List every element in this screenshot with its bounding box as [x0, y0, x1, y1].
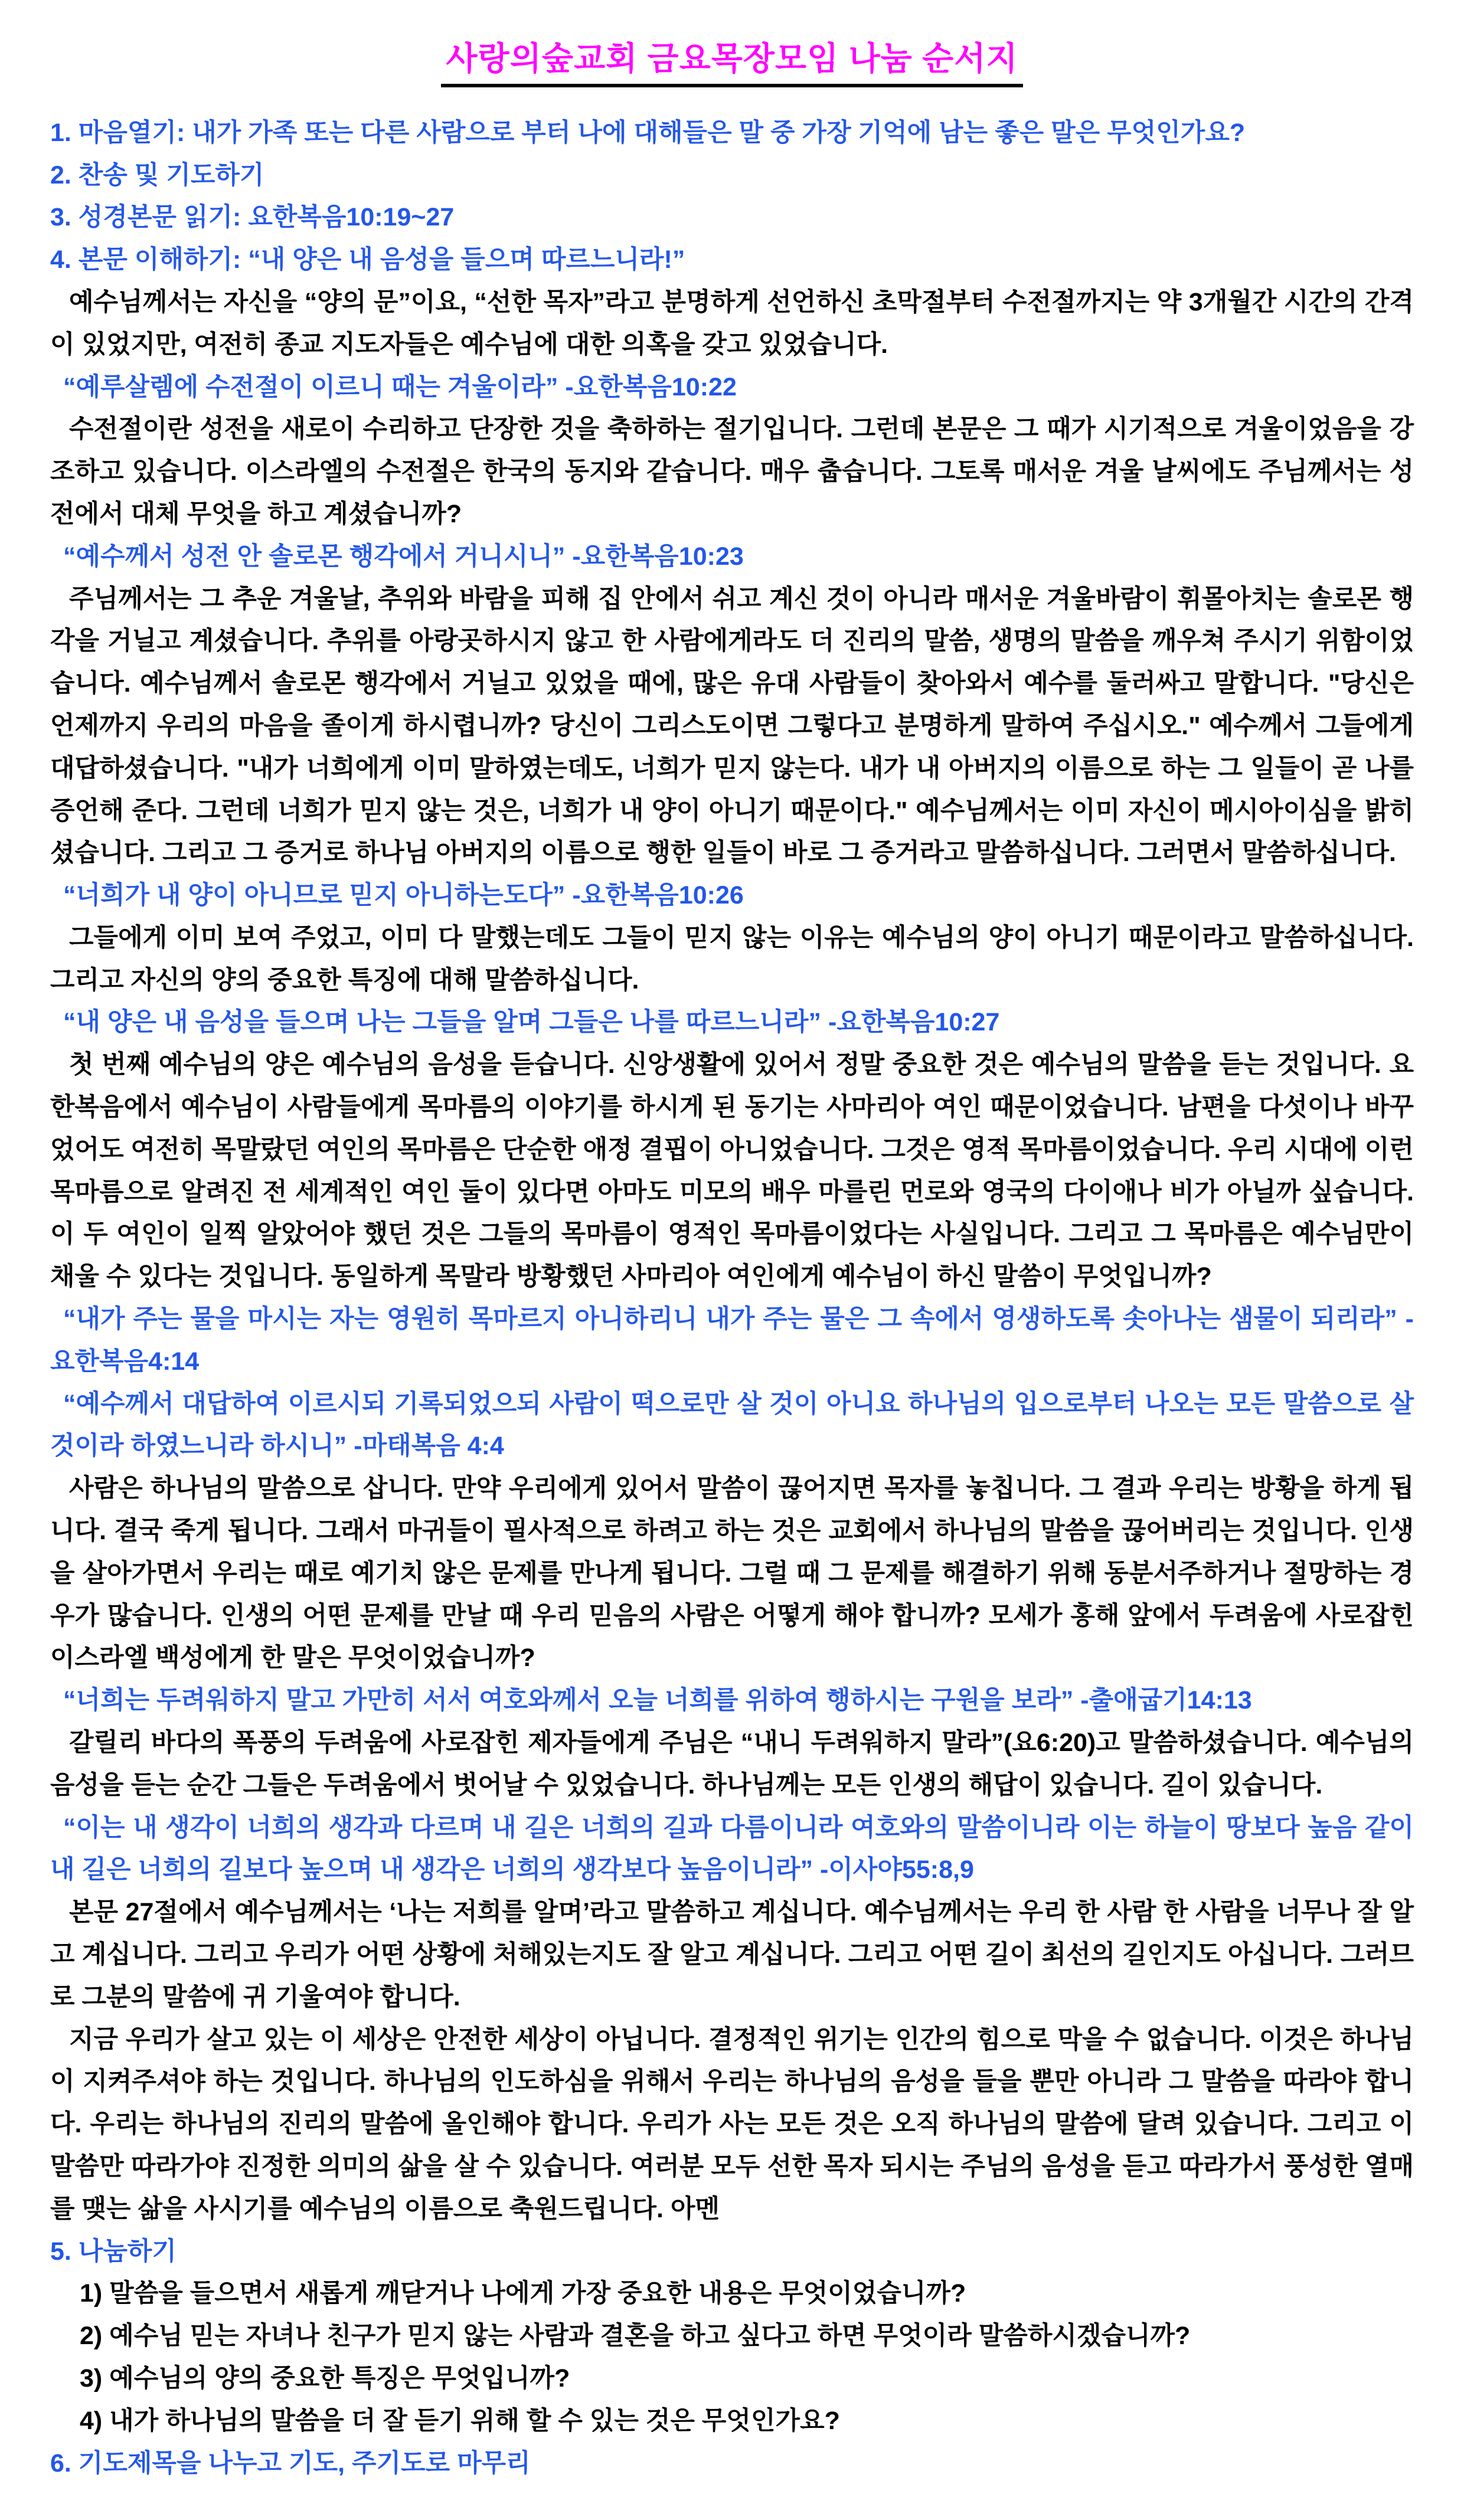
section-heading: 4. 본문 이해하기: “내 양은 내 음성을 들으며 따르느니라!” — [50, 246, 685, 274]
scripture-verse: “너희는 두려워하지 말고 가만히 서서 여호와께서 오늘 너희를 위하여 행하시는 구원을 보라” -출애굽기14:13 — [63, 1686, 1252, 1715]
section-heading: 6. 기도제목을 나누고 기도, 주기도로 마무리 — [50, 2449, 531, 2478]
body-paragraph: 갈릴리 바다의 폭풍의 두려움에 사로잡힌 제자들에게 주님은 “내니 두려워하지 말라”(요6:20)고 말씀하셨습니다. 예수님의 음성을 듣는 순간 그들은 두려움에서 벗어날 수 있었습니다. 하나님께는 모든 인생의 해답이 있습니다. 길이 있습니다. — [50, 1729, 1414, 1799]
scripture-verse: “내가 주는 물을 마시는 자는 영원히 목마르지 아니하리니 내가 주는 물은 그 속에서 영생하도록 솟아나는 샘물이 되리라” -요한복음4:14 — [50, 1305, 1414, 1376]
section-heading: 2. 찬송 및 기도하기 — [50, 161, 264, 189]
scripture-verse: “이는 내 생각이 너희의 생각과 다르며 내 길은 너희의 길과 다름이니라 여호와의 말씀이니라 이는 하늘이 땅보다 높음 같이 내 길은 너희의 길보다 높으며 내 생각은 너희의 생각보다 높음이니라” -이사야55:8,9 — [50, 1813, 1414, 1884]
scripture-verse: “내 양은 내 음성을 들으며 나는 그들을 알며 그들은 나를 따르느니라” -요한복음10:27 — [63, 1008, 1000, 1037]
document-header — [50, 38, 1414, 87]
body-paragraph: 그들에게 이미 보여 주었고, 이미 다 말했는데도 그들이 믿지 않는 이유는 예수님의 양이 아니기 때문이라고 말씀하십니다. 그리고 자신의 양의 중요한 특징에 대해 말씀하십니다. — [50, 923, 1414, 994]
body-paragraph: 수전절이란 성전을 새로이 수리하고 단장한 것을 축하하는 절기입니다. 그런데 본문은 그 때가 시기적으로 겨울이었음을 강조하고 있습니다. 이스라엘의 수전절은 한국의 동지와 같습니다. 매우 춥습니다. 그토록 매서운 겨울 날씨에도 주님께서는 성전에서 대체 무엇을 하고 계셨습니까? — [50, 415, 1414, 528]
discussion-question: 4) 내가 하나님의 말씀을 더 잘 듣기 위해 할 수 있는 것은 무엇인가요? — [80, 2406, 840, 2435]
body-paragraph: 첫 번째 예수님의 양은 예수님의 음성을 듣습니다. 신앙생활에 있어서 정말 중요한 것은 예수님의 말씀을 듣는 것입니다. 요한복음에서 예수님이 사람들에게 목마름의 이야기를 하시게 된 동기는 사마리아 여인 때문이었습니다. 남편을 다섯이나 바꾸었어도 여전히 목말랐던 여인의 목마름은 단순한 애정 결핍이 아니었습니다. 그것은 영적 목마름이었습니다. 우리 시대에 이런 목마름으로 알려진 전 세계적인 여인 둘이 있다면 아마도 미모의 배우 마를린 먼로와 영국의 다이애나 비가 아닐까 싶습니다. 이 두 여인이 일찍 알았어야 했던 것은 그들의 목마름이 영적인 목마름이었다는 사실입니다. 그리고 그 목마름은 예수님만이 채울 수 있다는 것입니다. 동일하게 목말라 방황했던 사마리아 여인에게 예수님이 하신 말씀이 무엇입니까? — [50, 1050, 1414, 1291]
scripture-verse: “너희가 내 양이 아니므로 믿지 아니하는도다” -요한복음10:26 — [63, 881, 744, 910]
section-heading: 1. 마음열기: 내가 가족 또는 다른 사람으로 부터 나에 대해들은 말 중 가장 기억에 남는 좋은 말은 무엇인가요? — [50, 118, 1246, 147]
scripture-verse: “예수께서 성전 안 솔로몬 행각에서 거니시니” -요한복음10:23 — [63, 542, 744, 571]
scripture-verse: “예수께서 대답하여 이르시되 기록되었으되 사람이 떡으로만 살 것이 아니요 하나님의 입으로부터 나오는 모든 말씀으로 살 것이라 하였느니라 하시니” -마태복음 4:4 — [50, 1389, 1414, 1461]
discussion-question: 3) 예수님의 양의 중요한 특징은 무엇입니까? — [80, 2364, 570, 2393]
discussion-question: 1) 말씀을 들으면서 새롭게 깨닫거나 나에게 가장 중요한 내용은 무엇이었습니까? — [80, 2279, 966, 2308]
document-body — [50, 112, 1414, 2485]
section-heading: 3. 성경본문 읽기: 요한복음10:19~27 — [50, 203, 455, 232]
body-paragraph: 지금 우리가 살고 있는 이 세상은 안전한 세상이 아닙니다. 결정적인 위기는 인간의 힘으로 막을 수 없습니다. 이것은 하나님이 지켜주셔야 하는 것입니다. 하나님의 인도하심을 위해서 우리는 하나님의 음성을 들을 뿐만 아니라 그 말씀을 따라야 합니다. 우리는 하나님의 진리의 말씀에 올인해야 합니다. 우리가 사는 모든 것은 오직 하나님의 말씀에 달려 있습니다. 그리고 이 말씀만 따라가야 진정한 의미의 삶을 살 수 있습니다. 여러분 모두 선한 목자 되시는 주님의 음성을 듣고 따라가서 풍성한 열매를 맺는 삶을 사시기를 예수님의 이름으로 축원드립니다. 아멘 — [50, 2025, 1414, 2223]
body-paragraph: 사람은 하나님의 말씀으로 삽니다. 만약 우리에게 있어서 말씀이 끊어지면 목자를 놓칩니다. 그 결과 우리는 방황을 하게 됩니다. 결국 죽게 됩니다. 그래서 마귀들이 필사적으로 하려고 하는 것은 교회에서 하나님의 말씀을 끊어버리는 것입니다. 인생을 살아가면서 우리는 때로 예기치 않은 문제를 만나게 됩니다. 그럴 때 그 문제를 해결하기 위해 동분서주하거나 절망하는 경우가 많습니다. 인생의 어떤 문제를 만날 때 우리 믿음의 사람은 어떻게 해야 합니까? 모세가 홍해 앞에서 두려움에 사로잡힌 이스라엘 백성에게 한 말은 무엇이었습니까? — [50, 1474, 1414, 1673]
discussion-question: 2) 예수님 믿는 자녀나 친구가 믿지 않는 사람과 결혼을 하고 싶다고 하면 무엇이라 말씀하시겠습니까? — [80, 2322, 1191, 2351]
body-paragraph: 주님께서는 그 추운 겨울날, 추위와 바람을 피해 집 안에서 쉬고 계신 것이 아니라 매서운 겨울바람이 휘몰아치는 솔로몬 행각을 거닐고 계셨습니다. 추위를 아랑곳하시지 않고 한 사람에게라도 더 진리의 말씀, 생명의 말씀을 깨우쳐 주시기 위함이었습니다. 예수님께서 솔로몬 행각에서 거닐고 있었을 때에, 많은 유대 사람들이 찾아와서 예수를 둘러싸고 말합니다. "당신은 언제까지 우리의 마음을 졸이게 하시렵니까? 당신이 그리스도이면 그렇다고 분명하게 말하여 주십시오." 예수께서 그들에게 대답하셨습니다. "내가 너희에게 이미 말하였는데도, 너희가 믿지 않는다. 내가 내 아버지의 이름으로 하는 그 일들이 곧 나를 증언해 준다. 그런데 너희가 믿지 않는 것은, 너희가 내 양이 아니기 때문이다." 예수님께서는 이미 자신이 메시아이심을 밝히셨습니다. 그리고 그 증거로 하나님 아버지의 이름으로 행한 일들이 바로 그 증거라고 말씀하십니다. 그러면서 말씀하십니다. — [50, 584, 1414, 868]
scripture-verse: “예루살렘에 수전절이 이르니 때는 겨울이라” -요한복음10:22 — [63, 372, 737, 401]
section-heading: 5. 나눔하기 — [50, 2237, 177, 2266]
page-title: 사랑의숲교회 금요목장모임 나눔 순서지 — [441, 38, 1022, 87]
body-paragraph: 본문 27절에서 예수님께서는 ‘나는 저희를 알며’라고 말씀하고 계십니다. 예수님께서는 우리 한 사람 한 사람을 너무나 잘 알고 계십니다. 그리고 우리가 어떤 상황에 처해있는지도 잘 알고 계십니다. 그리고 어떤 길이 최선의 길인지도 아십니다. 그러므로 그분의 말씀에 귀 기울여야 합니다. — [50, 1898, 1414, 2011]
body-paragraph: 예수님께서는 자신을 “양의 문”이요, “선한 목자”라고 분명하게 선언하신 초막절부터 수전절까지는 약 3개월간 시간의 간격이 있었지만, 여전히 종교 지도자들은 예수님에 대한 의혹을 갖고 있었습니다. — [50, 287, 1414, 359]
